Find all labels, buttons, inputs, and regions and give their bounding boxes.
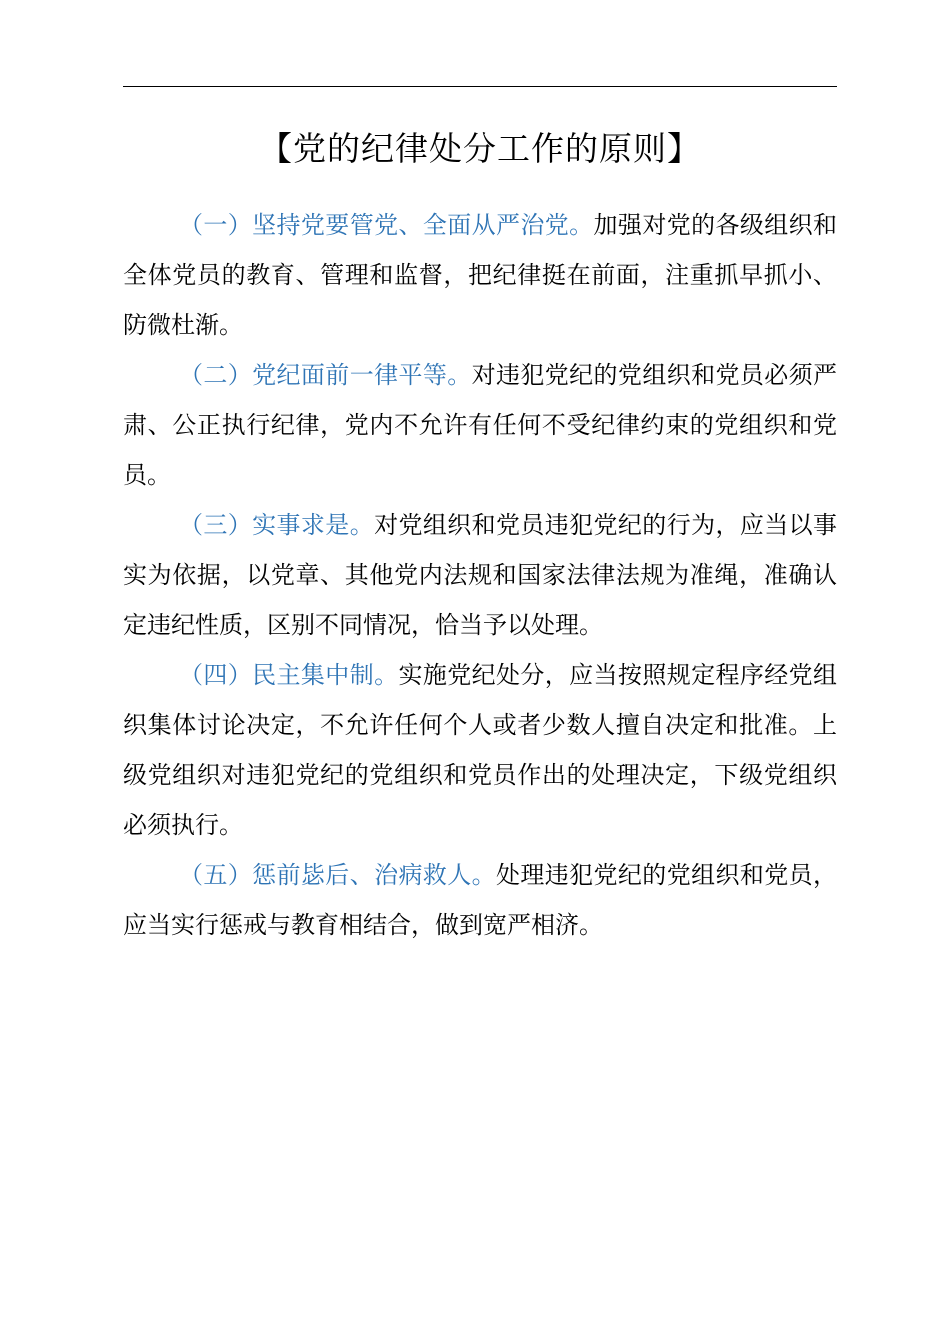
principle-paragraph-4 — [123, 650, 837, 850]
principle-heading-2: （二）党纪面前一律平等。 — [179, 361, 472, 389]
principle-paragraph-5 — [123, 850, 837, 950]
principle-text-2: 对违犯党纪的党组织和党员必须严肃、公正执行纪律，党内不允许有任何不受纪律约束的党组织和党员。 — [123, 361, 838, 489]
principle-paragraph-1 — [123, 200, 837, 350]
document-title: 【党的纪律处分工作的原则】 — [259, 129, 701, 168]
principle-text-4: 实施党纪处分，应当按照规定程序经党组织集体讨论决定，不允许任何个人或者少数人擅自决定和批准。上级党组织对违犯党纪的党组织和党员作出的处理决定，下级党组织必须执行。 — [123, 661, 838, 839]
header-rule — [123, 86, 837, 87]
principle-text-5: 处理违犯党纪的党组织和党员，应当实行惩戒与教育相结合，做到宽严相济。 — [123, 861, 837, 939]
principle-text-1: 加强对党的各级组织和全体党员的教育、管理和监督，把纪律挺在前面，注重抓早抓小、防微杜渐。 — [123, 211, 838, 339]
principle-heading-3: （三）实事求是。 — [179, 511, 375, 539]
principle-heading-5: （五）惩前毖后、治病救人。 — [179, 861, 496, 889]
principle-heading-1: （一）坚持党要管党、全面从严治党。 — [179, 211, 594, 239]
principle-paragraph-2 — [123, 350, 837, 500]
document-body — [123, 200, 837, 950]
principle-heading-4: （四）民主集中制。 — [179, 661, 399, 689]
principle-paragraph-3 — [123, 500, 837, 650]
principle-text-3: 对党组织和党员违犯党纪的行为，应当以事实为依据，以党章、其他党内法规和国家法律法规为准绳，准确认定违纪性质，区别不同情况，恰当予以处理。 — [123, 511, 837, 639]
